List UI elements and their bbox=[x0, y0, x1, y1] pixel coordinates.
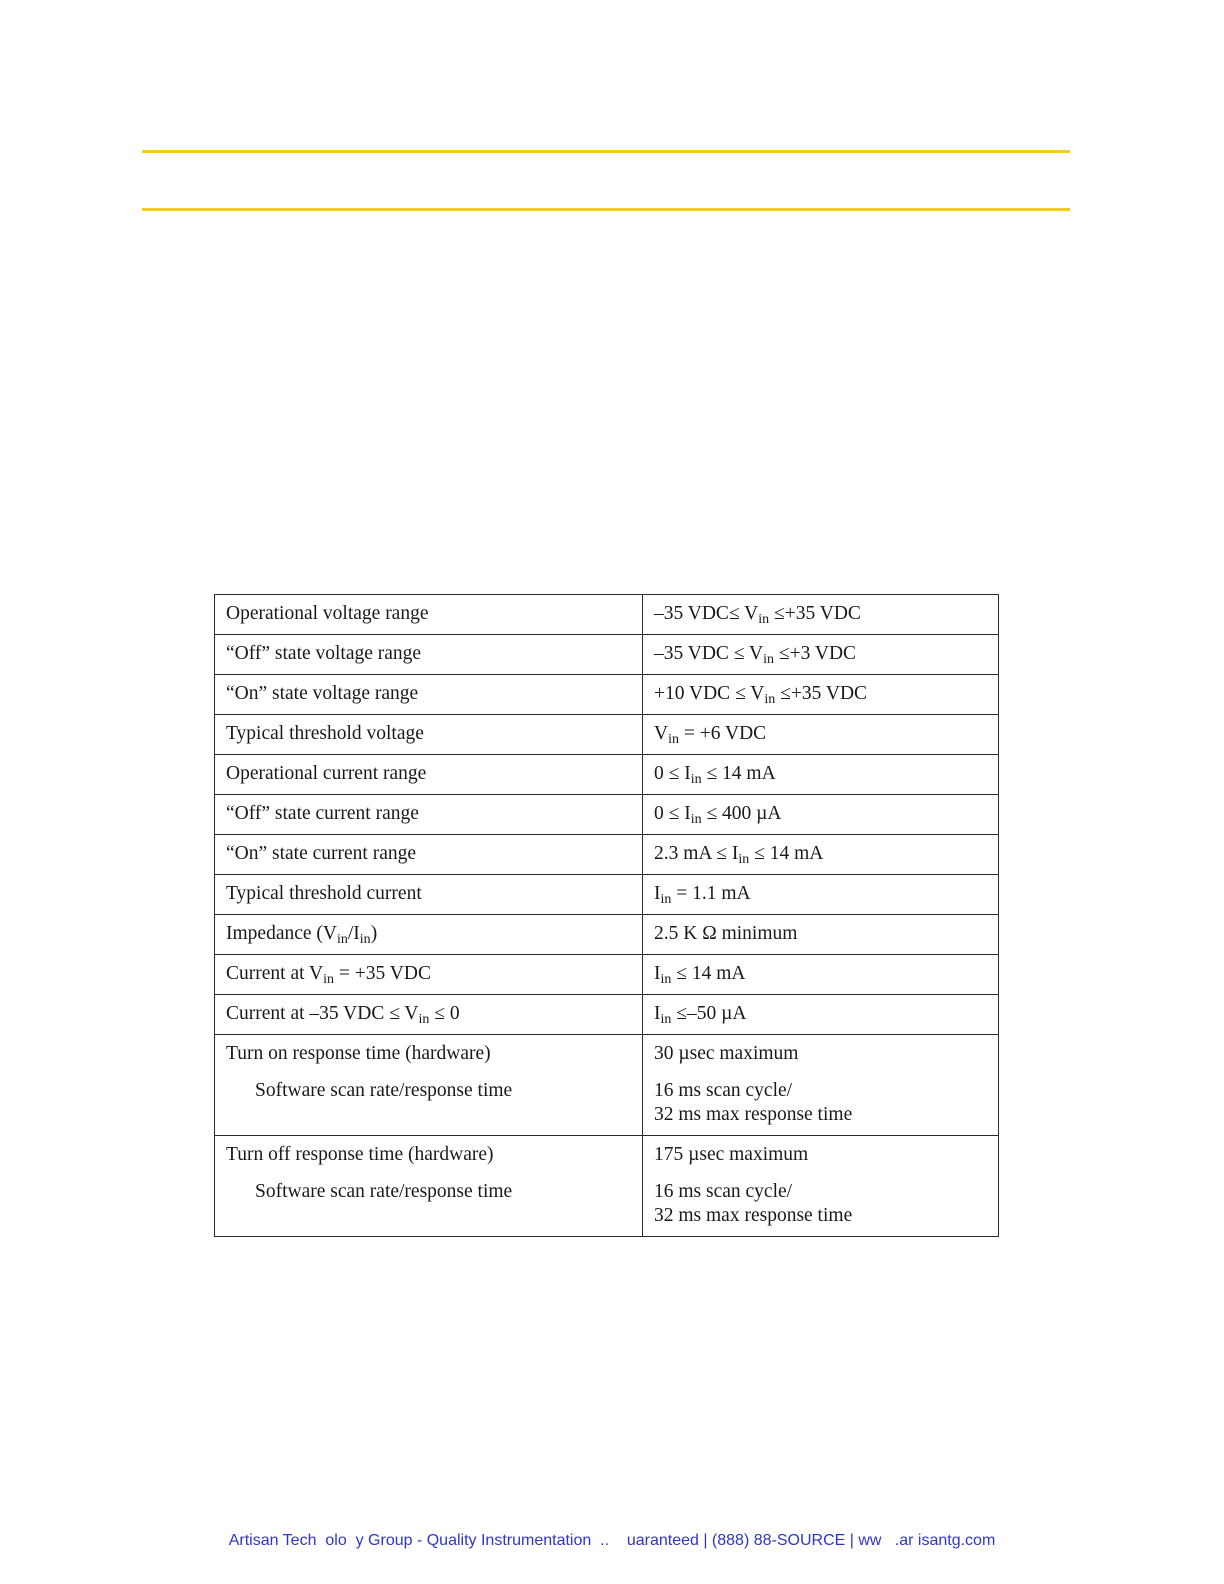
value-cell: $V_{in} = +6$ VDC bbox=[643, 715, 999, 755]
param-sub: Software scan rate/response time bbox=[255, 1181, 513, 1202]
value-sub-1: 16 ms scan cycle/ bbox=[654, 1181, 793, 1202]
param-sub: Software scan rate/response time bbox=[255, 1080, 513, 1101]
table-row bbox=[215, 755, 999, 795]
table-row bbox=[215, 875, 999, 915]
value-cell: $0 \le I_{in} \le 400$ µA bbox=[643, 795, 999, 835]
value-sub-2: 32 ms max response time bbox=[654, 1205, 853, 1226]
value-cell: $0 \le I_{in} \le 14$ mA bbox=[643, 755, 999, 795]
value-cell: 2.3 mA ≤ $I_{in} \le 14$ mA bbox=[643, 835, 999, 875]
table-row bbox=[215, 675, 999, 715]
param-cell bbox=[215, 1035, 643, 1136]
value-cell bbox=[643, 1136, 999, 1237]
table-row bbox=[215, 955, 999, 995]
value-main: 30 µsec maximum bbox=[654, 1043, 799, 1064]
value-cell bbox=[643, 1035, 999, 1136]
table-row bbox=[215, 715, 999, 755]
header-rule-top bbox=[142, 150, 1070, 153]
value-sub-2: 32 ms max response time bbox=[654, 1104, 853, 1125]
value-main: 175 µsec maximum bbox=[654, 1144, 809, 1165]
param-cell: “Off” state voltage range bbox=[215, 635, 643, 675]
value-cell: –35 VDC ≤ $V_{in} \le+3$ VDC bbox=[643, 635, 999, 675]
param-cell: Current at $V_{in} = +35$ VDC bbox=[215, 955, 643, 995]
param-cell: Operational current range bbox=[215, 755, 643, 795]
param-cell: Typical threshold current bbox=[215, 875, 643, 915]
header-rule-bottom bbox=[142, 208, 1070, 211]
table-row bbox=[215, 995, 999, 1035]
value-cell: +10 VDC ≤ $V_{in} \le+35$ VDC bbox=[643, 675, 999, 715]
input-specifications-table bbox=[214, 594, 999, 1237]
param-cell: Operational voltage range bbox=[215, 595, 643, 635]
param-cell: “Off” state current range bbox=[215, 795, 643, 835]
value-cell: –35 $VDC\le V_{in} \le+35$ VDC bbox=[643, 595, 999, 635]
param-main: Turn on response time (hardware) bbox=[226, 1043, 491, 1064]
value-cell: $I_{in} \le 14$ mA bbox=[643, 955, 999, 995]
table-row bbox=[215, 635, 999, 675]
table-row bbox=[215, 1035, 999, 1136]
param-cell bbox=[215, 1136, 643, 1237]
value-cell: 2.5 K Ω minimum bbox=[643, 915, 999, 955]
table-row bbox=[215, 1136, 999, 1237]
table-row bbox=[215, 835, 999, 875]
param-cell: Impedance $(V_{in}/I_{in})$ bbox=[215, 915, 643, 955]
value-sub-1: 16 ms scan cycle/ bbox=[654, 1080, 793, 1101]
value-cell: $I_{in} = 1.1$ mA bbox=[643, 875, 999, 915]
table-row bbox=[215, 915, 999, 955]
param-main: Turn off response time (hardware) bbox=[226, 1144, 494, 1165]
table-row bbox=[215, 595, 999, 635]
value-cell: $I_{in} \le-50$ µA bbox=[643, 995, 999, 1035]
table-row bbox=[215, 795, 999, 835]
param-cell: Typical threshold voltage bbox=[215, 715, 643, 755]
param-cell: Current at –35 VDC ≤ $V_{in} \le 0$ bbox=[215, 995, 643, 1035]
footer-watermark: Artisan Tech olo y Group - Quality Instrumentation .. uaranteed | (888) 88-SOURCE | ww .ar isantg.com bbox=[228, 1532, 996, 1549]
param-cell: “On” state current range bbox=[215, 835, 643, 875]
param-cell: “On” state voltage range bbox=[215, 675, 643, 715]
